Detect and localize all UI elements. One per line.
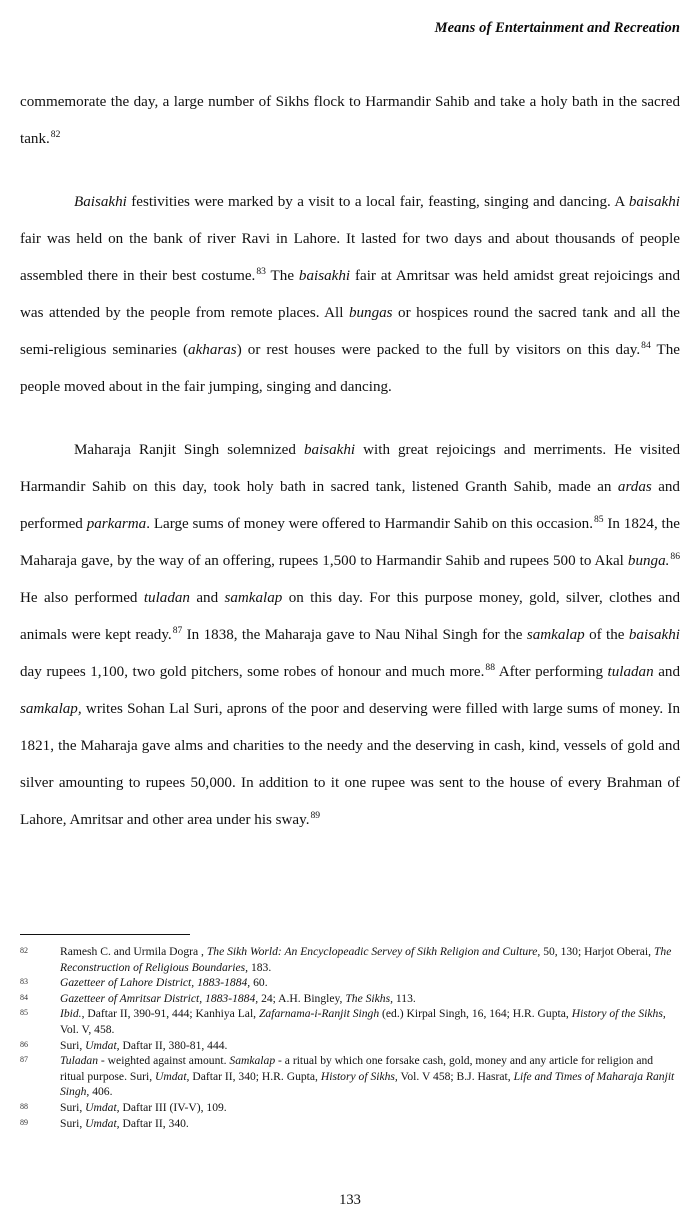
- italic-term: Tuladan: [60, 1054, 99, 1068]
- footnote-number: 84: [20, 992, 28, 1002]
- italic-term: History of Sikhs,: [320, 1069, 398, 1083]
- italic-term: The Sikhs,: [345, 991, 394, 1005]
- italic-term: Umdat,: [85, 1038, 120, 1052]
- text-run: of the: [584, 627, 629, 643]
- text-run: 183.: [248, 960, 272, 974]
- italic-term: bungas: [348, 305, 393, 321]
- footnote-item: [20, 1053, 680, 1100]
- italic-term: baisakhi: [628, 194, 680, 210]
- italic-term: parkarma: [86, 516, 147, 532]
- italic-term: samkalap: [224, 590, 283, 606]
- italic-term: History of the Sikhs,: [571, 1007, 666, 1021]
- italic-term: Gazetteer of Lahore District, 1883-1884,: [60, 976, 251, 990]
- text-run: 60.: [250, 976, 268, 990]
- footnote-reference: 82: [50, 128, 61, 140]
- italic-term: Umdat,: [85, 1100, 120, 1114]
- italic-term: tuladan: [607, 664, 654, 680]
- italic-term: samkalap,: [20, 701, 82, 717]
- footnote-text: [60, 1100, 680, 1116]
- running-head: Means of Entertainment and Recreation: [434, 20, 680, 36]
- text-run: 406.: [89, 1085, 113, 1099]
- body-text: [20, 84, 680, 839]
- italic-term: Samkalap: [229, 1054, 276, 1068]
- text-run: Daftar II, 340; H.R. Gupta,: [189, 1069, 321, 1083]
- text-run: In 1838, the Maharaja gave to Nau Nihal Singh for the: [182, 627, 527, 643]
- footnote-text: [60, 944, 680, 975]
- text-run: Suri,: [60, 1116, 86, 1130]
- italic-term: baisakhi: [628, 627, 680, 643]
- text-run: 24; A.H. Bingley,: [258, 991, 346, 1005]
- text-run: 113.: [393, 991, 416, 1005]
- text-run: - weighted against amount.: [98, 1054, 230, 1068]
- italic-term: Gazetteer of Amritsar District, 1883-1884,: [60, 991, 259, 1005]
- text-run: fair was held on the bank of river Ravi in Lahore. It lasted for two days and about thousands of people assembled there in their best costume.: [20, 231, 680, 284]
- text-run: and: [653, 664, 680, 680]
- text-run: Maharaja Ranjit Singh solemnized: [74, 442, 304, 458]
- footnote-block: [20, 934, 680, 1131]
- footnote-number: 83: [20, 977, 28, 987]
- text-run: - a ritual by which one forsake cash, gold, money and any article for religion and ritual purpose. Suri,: [60, 1054, 654, 1083]
- footnote-reference: 85: [593, 513, 604, 525]
- footnote-number: 89: [20, 1117, 28, 1127]
- para-baisakhi-festivities: [20, 184, 680, 406]
- text-run: and performed: [20, 479, 680, 532]
- italic-term: samkalap: [526, 627, 585, 643]
- footnote-separator-rule: [20, 934, 190, 935]
- text-run: After performing: [495, 664, 608, 680]
- italic-term: Ibid.: [60, 1007, 82, 1021]
- text-run: Ramesh C. and Urmila Dogra ,: [60, 945, 207, 958]
- footnote-item: [20, 975, 680, 991]
- footnote-reference: 83: [256, 265, 266, 277]
- text-run: or hospices round the sacred tank and all the semi-religious seminaries (: [20, 305, 680, 358]
- footnote-text: [60, 1006, 680, 1037]
- text-run: with great rejoicings and merriments. He visited Harmandir Sahib on this day, took holy bath in sacred tank, listened Granth Sahib, made an: [20, 442, 680, 495]
- footnote-item: [20, 991, 680, 1007]
- italic-term: tuladan: [143, 590, 190, 606]
- italic-term: The Sikh World: An Encyclopeadic Servey of Sikh Religion and Culture,: [206, 945, 541, 958]
- italic-term: Life and Times of Maharaja Ranjit Singh,: [60, 1069, 675, 1099]
- footnote-text: [60, 975, 680, 991]
- footnote-item: [20, 1006, 680, 1037]
- footnote-number: 82: [20, 946, 28, 955]
- page-number: 133: [339, 1192, 361, 1208]
- footnote-number: 85: [20, 1008, 28, 1018]
- footnote-text: [60, 1038, 680, 1054]
- footnote-text: [60, 1116, 680, 1132]
- footnote-number: 86: [20, 1039, 28, 1049]
- footnote-item: [20, 1038, 680, 1054]
- footnote-item: [20, 1100, 680, 1116]
- para-commemorate: [20, 84, 680, 158]
- footnote-reference: 88: [485, 661, 495, 673]
- text-run: The: [265, 268, 299, 284]
- para-maharaja-ranjit-singh: [20, 432, 680, 839]
- text-run: ) or rest houses were packed to the full by visitors on this day.: [236, 342, 641, 358]
- text-run: In 1824, the Maharaja gave, by the way of an offering, rupees 1,500 to Harmandir Sahib and rupees 500 to Akal: [20, 516, 680, 569]
- text-run: fair at Amritsar was held amidst great rejoicings and was attended by the people from remote places. All: [20, 268, 681, 321]
- italic-term: Umdat,: [85, 1116, 120, 1130]
- footnote-item: [20, 944, 680, 975]
- italic-term: ardas: [617, 479, 652, 495]
- text-run: . Large sums of money were offered to Harmandir Sahib on this occasion.: [146, 516, 593, 532]
- footnote-number: 88: [20, 1101, 28, 1111]
- footnote-reference: 87: [172, 624, 183, 636]
- text-run: Suri,: [60, 1038, 86, 1052]
- text-run: He also performed: [20, 590, 144, 606]
- italic-term: bunga.: [627, 553, 670, 569]
- text-run: writes Sohan Lal Suri, aprons of the poor and deserving were filled with large sums of money. In 1821, the Maharaja gave alms and charities to the needy and the deserving in cash, kind, vessels of gold and silver amounting to rupees 50,000. In addition to it one rupee was sent to the house of every Brahman of Lahore, Amritsar and other area under his sway.: [20, 701, 680, 828]
- text-run: Daftar II, 340.: [119, 1116, 189, 1130]
- italic-term: baisakhi: [303, 442, 356, 458]
- text-run: Suri,: [60, 1100, 86, 1114]
- italic-term: Baisakhi: [74, 194, 127, 210]
- text-run: 50, 130; Harjot Oberai,: [540, 945, 654, 958]
- text-run: day rupees 1,100, two gold pitchers, some robes of honour and much more.: [20, 664, 485, 680]
- footnote-list: [20, 944, 680, 1131]
- text-run: The people moved about in the fair jumping, singing and dancing.: [20, 342, 680, 395]
- footnote-text: [60, 1053, 680, 1100]
- text-run: Daftar II, 380-81, 444.: [119, 1038, 228, 1052]
- italic-term: Zafarnama-i-Ranjit Singh: [258, 1007, 380, 1021]
- footnote-number: 87: [20, 1055, 28, 1065]
- footnote-reference: 86: [670, 550, 680, 562]
- text-run: festivities were marked by a visit to a local fair, feasting, singing and dancing. A: [126, 194, 629, 210]
- text-run: commemorate the day, a large number of Sikhs flock to Harmandir Sahib and take a holy bath in the sacred tank.: [20, 94, 680, 147]
- text-run: (ed.) Kirpal Singh, 16, 164; H.R. Gupta,: [379, 1007, 572, 1021]
- text-run: Vol. V 458; B.J. Hasrat,: [397, 1069, 514, 1083]
- italic-term: Umdat,: [155, 1069, 190, 1083]
- text-run: and: [189, 590, 225, 606]
- footnote-text: [60, 991, 680, 1007]
- text-run: Daftar III (IV-V), 109.: [119, 1100, 227, 1114]
- italic-term: akharas: [188, 342, 237, 358]
- text-run: Vol. V, 458.: [60, 1022, 115, 1036]
- footnote-reference: 89: [310, 809, 321, 821]
- text-run: on this day. For this purpose money, gold, silver, clothes and animals were kept ready.: [20, 590, 681, 643]
- italic-term: baisakhi: [298, 268, 351, 284]
- footnote-reference: 84: [641, 339, 651, 351]
- footnote-item: [20, 1116, 680, 1132]
- text-run: , Daftar II, 390-91, 444; Kanhiya Lal,: [81, 1007, 259, 1021]
- italic-term: The Reconstruction of Religious Boundaries,: [60, 945, 672, 974]
